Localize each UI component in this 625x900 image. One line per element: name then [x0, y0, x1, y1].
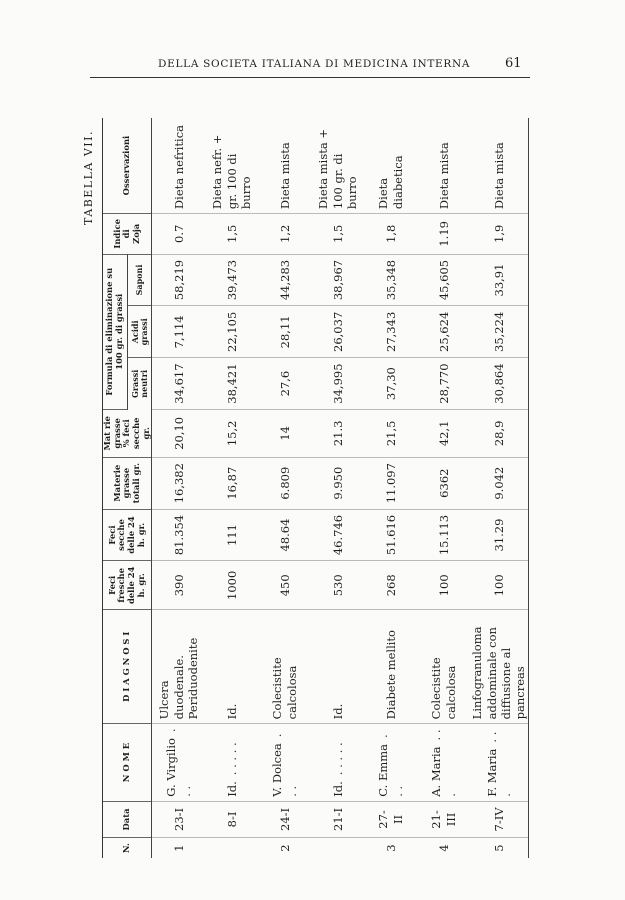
col-header-diagnosi: D I A G N O S I	[103, 610, 152, 724]
cell-data-text: 21-I	[330, 807, 345, 831]
cell-grassi-neutri-text: 37,30	[383, 367, 398, 401]
cell-acidi-grassi	[258, 306, 311, 358]
cell-n	[470, 838, 528, 858]
cell-acidi-grassi-text: 27,343	[383, 311, 398, 352]
table-body	[152, 118, 529, 858]
cell-diagnosi	[311, 610, 364, 724]
table-row	[470, 118, 528, 858]
cell-feci-fresche-text: 100	[436, 574, 451, 597]
cell-data	[470, 801, 528, 837]
cell-osservazioni	[364, 118, 417, 214]
running-header	[0, 56, 625, 76]
cell-grassi-neutri-text: 34,617	[171, 363, 186, 404]
page-number: 61	[505, 56, 522, 71]
cell-indice	[205, 214, 258, 255]
leader-dots: . . . . .	[330, 742, 345, 776]
cell-n-text: 1	[171, 844, 186, 852]
cell-acidi-grassi	[152, 306, 206, 358]
cell-osservazioni-text: Dieta mista + 100 gr. di burro	[316, 128, 359, 210]
cell-diagnosi-text: Id.	[330, 703, 345, 720]
leader-dots: . . .	[484, 731, 514, 797]
data-table	[102, 118, 529, 858]
cell-n	[152, 838, 206, 858]
cell-feci-fresche	[311, 561, 364, 610]
cell-saponi-text: 35,348	[383, 259, 398, 301]
cell-data	[258, 801, 311, 837]
cell-acidi-grassi-text: 35,224	[491, 311, 506, 352]
cell-mat-grasse-pct-text: 21,5	[383, 420, 398, 447]
cell-saponi-text: 38,967	[330, 259, 345, 301]
cell-mat-grasse-pct-text: 15,2	[224, 420, 239, 447]
cell-indice	[258, 214, 311, 255]
cell-diagnosi	[364, 610, 417, 724]
cell-diagnosi-text: Ulcera duodenale. Periduodenite	[157, 637, 200, 720]
cell-nome	[311, 724, 364, 801]
cell-acidi-grassi	[470, 306, 528, 358]
cell-feci-fresche	[470, 561, 528, 610]
cell-nome-text: C. Emma	[376, 743, 391, 797]
col-header-n: N.	[103, 838, 152, 858]
cell-data	[311, 801, 364, 837]
cell-saponi	[205, 254, 258, 306]
col-header-mat-grasse-pct: Mat rie grasse % feci secche gr.	[103, 409, 152, 457]
cell-mat-grasse-pct-text: 20,10	[171, 416, 186, 450]
cell-grassi-neutri-text: 28,770	[436, 363, 451, 404]
cell-materie-grasse	[470, 457, 528, 509]
cell-osservazioni	[417, 118, 470, 214]
leader-dots: . . .	[376, 734, 405, 797]
col-header-osservazioni: Osservazioni	[103, 118, 152, 214]
cell-grassi-neutri	[258, 358, 311, 410]
cell-n-text: 5	[491, 844, 506, 852]
cell-diagnosi	[417, 610, 470, 724]
cell-feci-secche-text: 31.29	[491, 518, 506, 552]
cell-materie-grasse-text: 16,87	[224, 466, 239, 500]
table-row	[205, 118, 258, 858]
cell-data	[205, 801, 258, 837]
rotated-table-block	[80, 118, 540, 858]
cell-feci-secche	[311, 509, 364, 561]
cell-grassi-neutri	[417, 358, 470, 410]
cell-feci-fresche	[152, 561, 206, 610]
col-header-feci-fresche: Feci fresche delle 24 h. gr.	[103, 561, 152, 610]
cell-nome	[470, 724, 528, 801]
cell-data	[417, 801, 470, 837]
cell-saponi	[258, 254, 311, 306]
cell-saponi-text: 45,605	[436, 259, 451, 301]
cell-saponi-text: 33,91	[491, 263, 506, 297]
cell-acidi-grassi-text: 28,11	[277, 315, 292, 349]
col-header-indice: Indice di Zoja	[103, 214, 152, 255]
col-header-materie-grasse: Materie grasse totali gr.	[103, 457, 152, 509]
col-header-feci-secche: Feci secche delle 24 h. gr.	[103, 509, 152, 561]
cell-feci-secche-text: 48.64	[277, 518, 292, 552]
table-row	[258, 118, 311, 858]
cell-materie-grasse-text: 16,382	[171, 463, 186, 504]
cell-feci-fresche	[258, 561, 311, 610]
cell-indice	[364, 214, 417, 255]
cell-feci-secche-text: 46.746	[330, 514, 345, 556]
cell-data-text: 24-I	[277, 807, 292, 831]
table-row	[152, 118, 206, 858]
cell-grassi-neutri-text: 34,995	[330, 363, 345, 404]
cell-materie-grasse	[364, 457, 417, 509]
cell-indice	[311, 214, 364, 255]
col-header-nome: N O M E	[103, 724, 152, 801]
cell-indice-text: 1,5	[224, 224, 239, 243]
col-header-acidi-grassi: Acidi grassi	[128, 306, 152, 358]
table-row	[364, 118, 417, 858]
cell-grassi-neutri	[364, 358, 417, 410]
cell-indice-text: 1,9	[491, 224, 506, 243]
cell-nome-text: Id.	[224, 781, 239, 797]
cell-nome-text: Id.	[330, 781, 345, 797]
cell-grassi-neutri	[205, 358, 258, 410]
cell-grassi-neutri-text: 27,6	[277, 370, 292, 397]
col-header-saponi: Saponi	[128, 254, 152, 306]
cell-feci-fresche-text: 268	[383, 574, 398, 597]
cell-diagnosi-text: Linfogranuloma addominale con diffusione al pancreas	[470, 626, 528, 720]
cell-osservazioni	[152, 118, 206, 214]
cell-osservazioni-text: Dieta nefritica	[171, 125, 186, 210]
cell-saponi	[311, 254, 364, 306]
cell-osservazioni-text: Dieta mista	[277, 142, 292, 210]
col-header-data: Data	[103, 801, 152, 837]
cell-feci-secche-text: 51.616	[383, 514, 398, 556]
cell-materie-grasse	[311, 457, 364, 509]
cell-saponi	[364, 254, 417, 306]
cell-indice-text: 0.7	[171, 224, 186, 243]
cell-n-text: 3	[383, 844, 398, 852]
cell-acidi-grassi-text: 26,037	[330, 311, 345, 352]
cell-feci-fresche-text: 100	[491, 574, 506, 597]
cell-nome-text: V. Dolcea	[270, 743, 285, 797]
cell-mat-grasse-pct	[470, 409, 528, 457]
cell-mat-grasse-pct	[311, 409, 364, 457]
cell-saponi	[152, 254, 206, 306]
cell-data-text: 21-III	[429, 810, 458, 829]
cell-materie-grasse-text: 6.809	[277, 466, 292, 500]
cell-grassi-neutri	[311, 358, 364, 410]
running-title: DELLA SOCIETA ITALIANA DI MEDICINA INTERNA	[158, 58, 471, 70]
cell-materie-grasse-text: 11.097	[383, 463, 398, 504]
cell-materie-grasse	[417, 457, 470, 509]
cell-materie-grasse-text: 6362	[436, 468, 451, 498]
cell-materie-grasse	[258, 457, 311, 509]
cell-osservazioni-text: Dieta diabetica	[376, 155, 405, 210]
cell-diagnosi	[258, 610, 311, 724]
cell-nome	[364, 724, 417, 801]
cell-n	[258, 838, 311, 858]
cell-data-text: 8-I	[224, 811, 239, 828]
cell-osservazioni-text: Dieta mista	[436, 142, 451, 210]
leader-dots: . . .	[429, 729, 458, 797]
table-row	[311, 118, 364, 858]
cell-feci-secche	[152, 509, 206, 561]
cell-osservazioni	[470, 118, 528, 214]
table-caption: TABELLA VII.	[82, 130, 95, 225]
cell-mat-grasse-pct-text: 28,9	[491, 420, 506, 447]
table-row	[417, 118, 470, 858]
cell-feci-fresche-text: 1000	[224, 570, 239, 600]
cell-osservazioni-text: Dieta mista	[491, 142, 506, 210]
cell-indice	[152, 214, 206, 255]
cell-data-text: 7-IV	[491, 807, 506, 832]
cell-indice-text: 1.19	[436, 221, 451, 247]
cell-nome	[152, 724, 206, 801]
cell-materie-grasse	[205, 457, 258, 509]
cell-data	[152, 801, 206, 837]
cell-feci-secche	[205, 509, 258, 561]
cell-diagnosi-text: Id.	[224, 703, 239, 720]
cell-mat-grasse-pct-text: 14	[277, 426, 292, 441]
cell-indice-text: 1,8	[383, 224, 398, 243]
cell-feci-fresche	[205, 561, 258, 610]
leader-dots: . . .	[270, 733, 299, 797]
cell-feci-secche	[364, 509, 417, 561]
cell-diagnosi-text: Diabete mellito	[383, 630, 398, 720]
cell-nome	[205, 724, 258, 801]
cell-indice-text: 1,5	[330, 224, 345, 243]
cell-feci-secche-text: 111	[224, 524, 239, 546]
cell-osservazioni	[311, 118, 364, 214]
cell-acidi-grassi-text: 22,105	[224, 311, 239, 352]
cell-acidi-grassi	[311, 306, 364, 358]
cell-saponi	[470, 254, 528, 306]
cell-feci-secche-text: 15.113	[436, 514, 451, 556]
cell-mat-grasse-pct	[152, 409, 206, 457]
cell-osservazioni	[205, 118, 258, 214]
cell-acidi-grassi	[205, 306, 258, 358]
cell-mat-grasse-pct	[364, 409, 417, 457]
cell-data	[364, 801, 417, 837]
cell-mat-grasse-pct-text: 21.3	[330, 420, 345, 447]
leader-dots: . . .	[164, 728, 193, 797]
cell-materie-grasse-text: 9.950	[330, 466, 345, 500]
cell-data-text: 27-II	[376, 810, 405, 829]
cell-nome-text: G. Virgilio	[164, 738, 179, 797]
cell-feci-fresche	[417, 561, 470, 610]
cell-mat-grasse-pct-text: 42,1	[436, 420, 451, 447]
cell-n	[311, 838, 364, 858]
cell-feci-secche	[417, 509, 470, 561]
cell-acidi-grassi-text: 25,624	[436, 311, 451, 352]
cell-feci-fresche	[364, 561, 417, 610]
cell-n	[205, 838, 258, 858]
cell-diagnosi	[470, 610, 528, 724]
cell-saponi-text: 58,219	[171, 259, 186, 301]
cell-acidi-grassi	[417, 306, 470, 358]
cell-saponi-text: 39,473	[224, 259, 239, 301]
cell-acidi-grassi	[364, 306, 417, 358]
cell-feci-secche-text: 81.354	[171, 514, 186, 556]
cell-diagnosi	[205, 610, 258, 724]
cell-grassi-neutri-text: 30,864	[491, 363, 506, 404]
cell-feci-secche	[258, 509, 311, 561]
cell-diagnosi-text: Colecistite calcolosa	[270, 657, 299, 720]
leader-dots: . . . . .	[224, 742, 239, 776]
cell-n	[417, 838, 470, 858]
cell-n	[364, 838, 417, 858]
cell-saponi-text: 44,283	[277, 259, 292, 301]
cell-grassi-neutri	[470, 358, 528, 410]
cell-indice	[417, 214, 470, 255]
cell-feci-fresche-text: 450	[277, 574, 292, 597]
cell-osservazioni-text: Dieta nefr. + gr. 100 di burro	[210, 134, 253, 210]
cell-acidi-grassi-text: 7,114	[171, 315, 186, 349]
cell-mat-grasse-pct	[258, 409, 311, 457]
cell-saponi	[417, 254, 470, 306]
cell-mat-grasse-pct	[205, 409, 258, 457]
cell-nome	[417, 724, 470, 801]
cell-indice-text: 1,2	[277, 224, 292, 243]
cell-nome-text: F. Maria	[484, 748, 499, 797]
cell-feci-fresche-text: 390	[171, 574, 186, 597]
cell-materie-grasse	[152, 457, 206, 509]
cell-feci-secche	[470, 509, 528, 561]
cell-n-text: 4	[436, 844, 451, 852]
cell-mat-grasse-pct	[417, 409, 470, 457]
cell-n-text: 2	[277, 844, 292, 852]
cell-diagnosi-text: Colecistite calcolosa	[429, 657, 458, 720]
cell-grassi-neutri-text: 38,421	[224, 363, 239, 404]
cell-nome	[258, 724, 311, 801]
col-header-formula: Formula di eliminazione su 100 gr. di grassi	[103, 254, 128, 409]
header-rule	[90, 77, 530, 78]
cell-grassi-neutri	[152, 358, 206, 410]
cell-materie-grasse-text: 9.042	[491, 466, 506, 500]
col-header-grassi-neutri: Grassi neutri	[128, 358, 152, 410]
cell-data-text: 23-I	[171, 807, 186, 831]
cell-diagnosi	[152, 610, 206, 724]
cell-indice	[470, 214, 528, 255]
cell-feci-fresche-text: 530	[330, 574, 345, 597]
cell-osservazioni	[258, 118, 311, 214]
cell-nome-text: A. Maria	[429, 746, 444, 797]
